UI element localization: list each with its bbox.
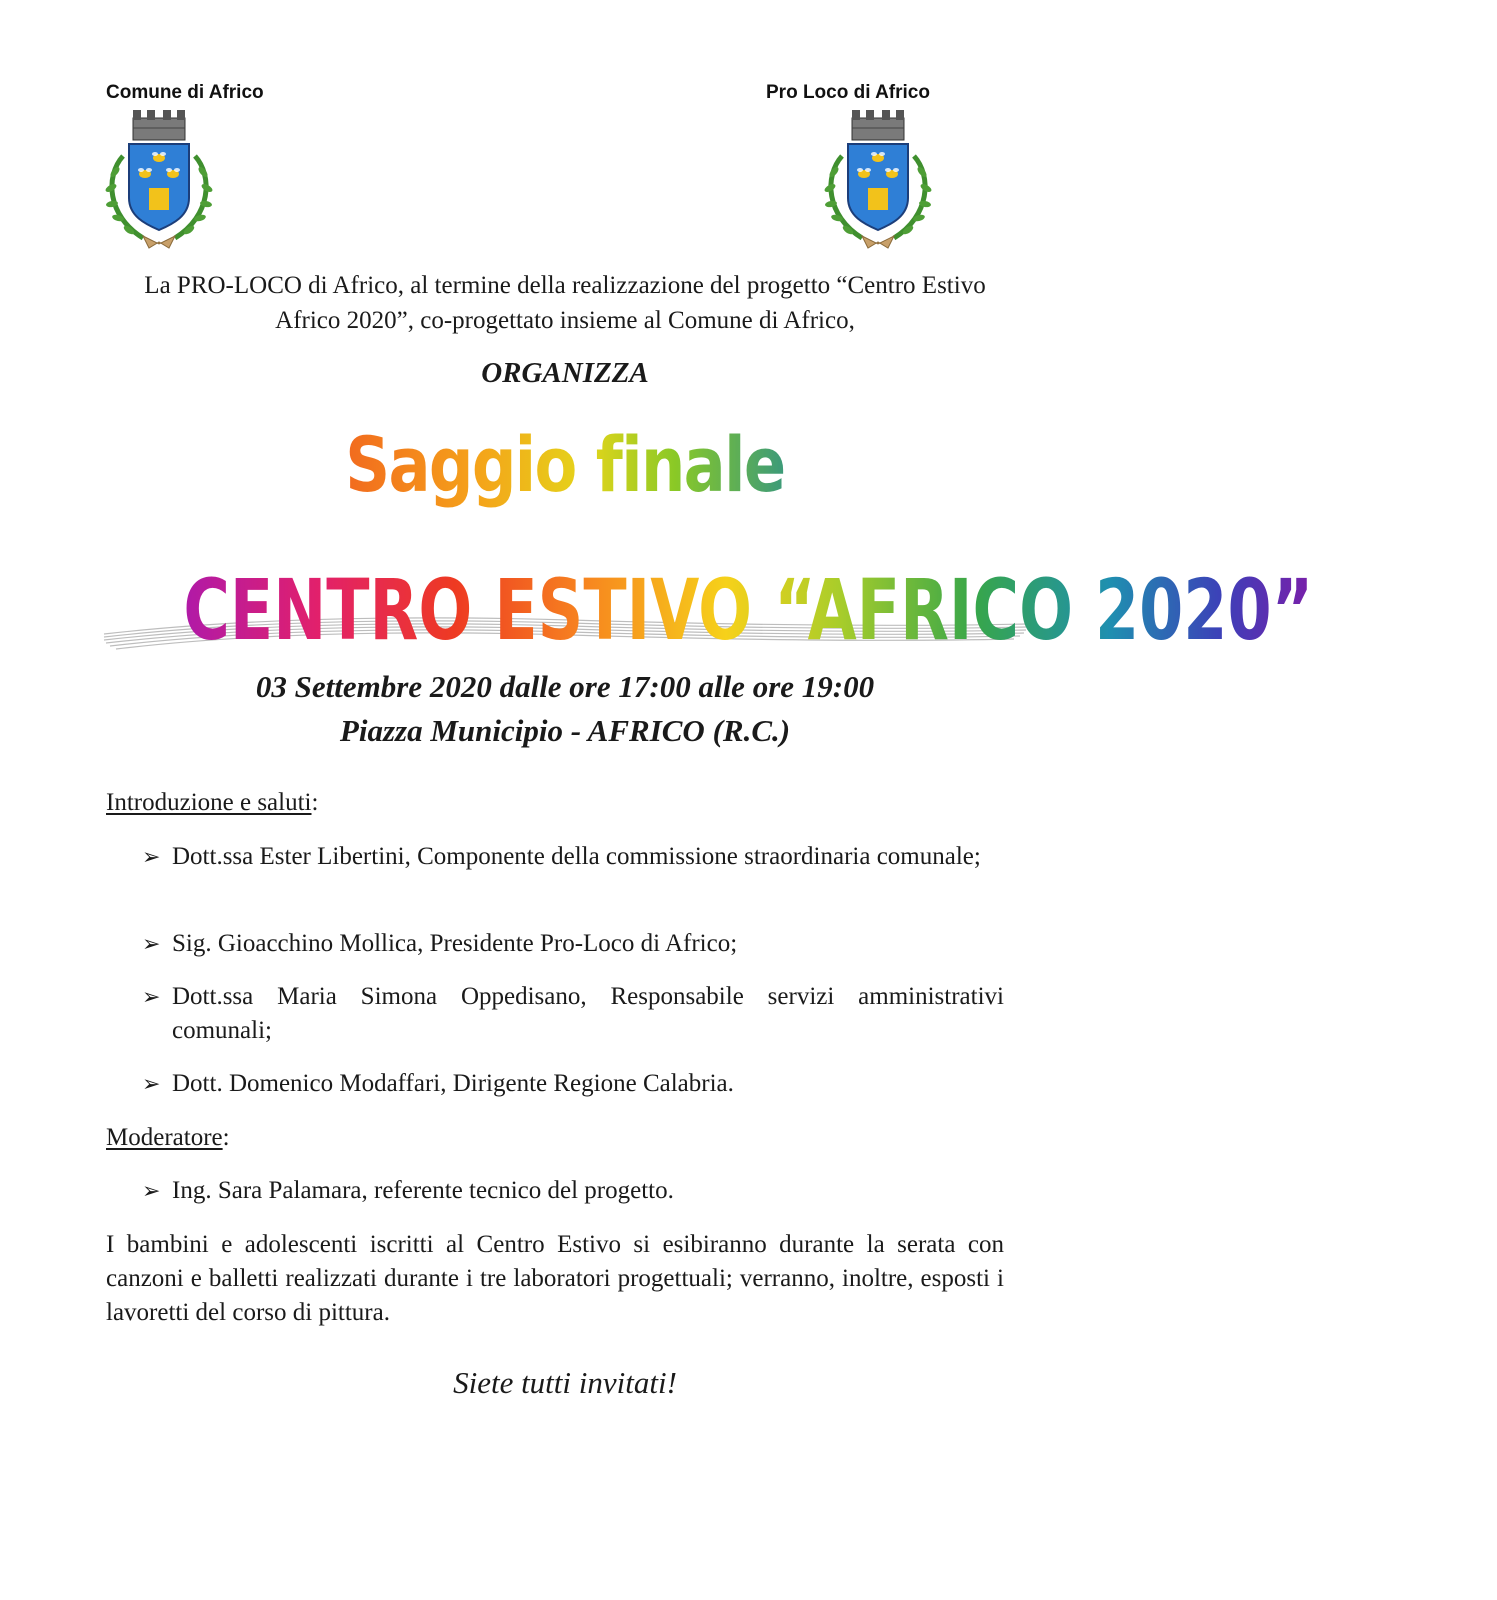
arrow-bullet-icon: ➢ xyxy=(142,984,161,1009)
moderator-section-colon: : xyxy=(222,1124,230,1151)
moderator-section-title: Moderatore xyxy=(106,1124,223,1151)
intro-paragraph xyxy=(90,268,1040,338)
list-item xyxy=(142,1067,1004,1101)
right-coat-of-arms-icon xyxy=(822,106,934,252)
moderator-section-heading xyxy=(106,1121,230,1155)
closing-invitation: Siete tutti invitati! xyxy=(453,1365,677,1400)
event-title xyxy=(0,415,1130,515)
list-item xyxy=(142,840,1004,874)
event-title-text: Saggio finale xyxy=(345,415,784,515)
arrow-bullet-icon: ➢ xyxy=(142,1071,161,1096)
left-coat-of-arms-icon xyxy=(103,106,215,252)
right-organization-label: Pro Loco di Africo xyxy=(766,82,930,103)
arrow-bullet-icon: ➢ xyxy=(142,844,161,869)
intro-line-2: Africo 2020”, co-progettato insieme al Comune di Africo, xyxy=(275,307,855,334)
event-details xyxy=(0,665,1130,753)
arrow-bullet-icon: ➢ xyxy=(142,931,161,956)
organizza-heading: ORGANIZZA xyxy=(481,357,649,389)
intro-line-1: La PRO-LOCO di Africo, al termine della realizzazione del progetto “Centro Estivo xyxy=(144,272,986,299)
list-item-text: Sig. Gioacchino Mollica, Presidente Pro-Loco di Africo; xyxy=(172,930,738,957)
event-name-text: CENTRO ESTIVO “AFRICO 2020” xyxy=(183,561,1314,659)
list-item-text: Ing. Sara Palamara, referente tecnico del progetto. xyxy=(172,1177,674,1204)
arrow-bullet-icon: ➢ xyxy=(142,1178,161,1203)
list-item xyxy=(142,1174,1004,1208)
event-name xyxy=(0,560,1314,660)
intro-section-heading xyxy=(106,786,318,820)
intro-section-colon: : xyxy=(311,789,319,816)
description-paragraph: I bambini e adolescenti iscritti al Centro Estivo si esibiranno durante la serata con canzoni e balletti realizzati durante i tre laboratori progettuali; verranno, inoltre, esposti i lavoretti del corso di pittura. xyxy=(106,1231,1004,1326)
list-item xyxy=(142,927,1004,961)
list-item-text: Dott.ssa Ester Libertini, Componente della commissione straordinaria comunale; xyxy=(172,843,981,870)
event-location: Piazza Municipio - AFRICO (R.C.) xyxy=(339,713,791,748)
list-item-text: Dott. Domenico Modaffari, Dirigente Regione Calabria. xyxy=(172,1070,734,1097)
intro-section-title: Introduzione e saluti xyxy=(106,789,312,816)
event-date-time: 03 Settembre 2020 dalle ore 17:00 alle ore 19:00 xyxy=(255,669,875,704)
left-organization-label: Comune di Africo xyxy=(106,82,264,103)
list-item xyxy=(142,980,1004,1048)
list-item-text: Dott.ssa Maria Simona Oppedisano, Responsabile servizi amministrativi comunali; xyxy=(172,983,1004,1044)
